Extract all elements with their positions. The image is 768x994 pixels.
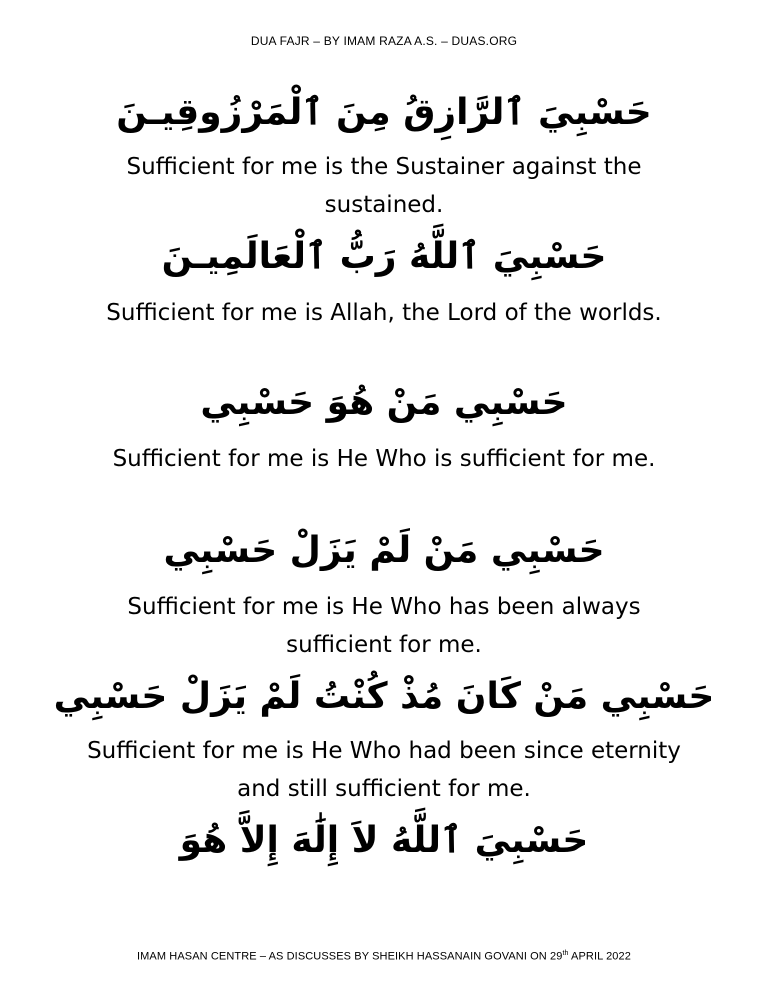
translation-verse-1: Sufficient for me is the Sustainer against the sustained.: [126, 154, 642, 218]
footer-text-end: APRIL 2022: [568, 950, 631, 963]
page-footer: [0, 950, 768, 963]
page-header: DUA FAJR – BY IMAM RAZA A.S. – DUAS.ORG: [250, 34, 518, 48]
footer-superscript: th: [562, 950, 569, 957]
translation-verse-5: Sufficient for me is He Who had been since eternity and still sufficient for me.: [87, 738, 681, 802]
arabic-verse-6: حَسْبِيَ ٱللَّهُ لاَ إِلَٰهَ إِلاَّ هُوَ: [179, 820, 589, 861]
translation-verse-3: Sufficient for me is He Who is sufficient for me.: [112, 446, 656, 472]
arabic-verse-5: حَسْبِي مَنْ كَانَ مُذْ كُنْتُ لَمْ يَزَلْ حَسْبِي: [53, 676, 715, 717]
arabic-verse-3: حَسْبِي مَنْ هُوَ حَسْبِي: [200, 382, 568, 423]
arabic-verse-1: حَسْبِيَ ٱلرَّازِقُ مِنَ ٱلْمَرْزُوقِيـنَ: [116, 92, 652, 133]
arabic-verse-4: حَسْبِي مَنْ لَمْ يَزَلْ حَسْبِي: [163, 530, 605, 571]
arabic-verse-2: حَسْبِيَ ٱللَّهُ رَبُّ ٱلْعَالَمِيـنَ: [161, 236, 607, 277]
translation-verse-4: Sufficient for me is He Who has been always sufficient for me.: [127, 594, 641, 658]
translation-verse-2: Sufficient for me is Allah, the Lord of the worlds.: [106, 300, 662, 326]
footer-text: IMAM HASAN CENTRE – AS DISCUSSES BY SHEIKH HASSANAIN GOVANI ON 29: [137, 950, 563, 963]
